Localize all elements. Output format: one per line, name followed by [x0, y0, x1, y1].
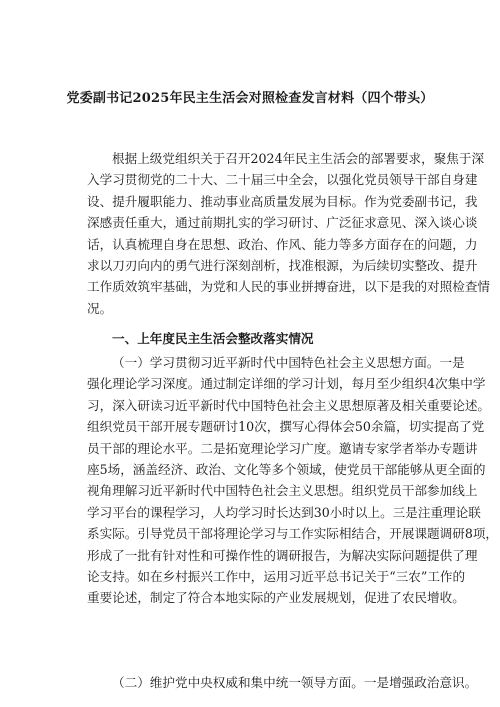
- text-line: 习，深入研读习近平新时代中国特色社会主义思想原著及相关重要论述。: [87, 397, 490, 413]
- text-line: （一）学习贯彻习近平新时代中国特色社会主义思想方面。一是: [112, 355, 465, 370]
- text-line: 强化理论学习深度。通过制定详细的学习计划，每月至少组织4次集中学: [87, 376, 486, 392]
- text-line: 座5场，涵盖经济、政治、文化等多个领域，使党员干部能够从更全面的: [87, 462, 486, 478]
- text-line: 求以刀刃向内的勇气进行深刻剖析，找准根源，为后续切实整改、提升: [87, 258, 478, 274]
- paragraph-2: [87, 672, 478, 693]
- text-line: 深感责任重大，通过前期扎实的学习研讨、广泛征求意见、深入谈心谈: [87, 215, 478, 231]
- text-line: 况。: [87, 300, 113, 316]
- text-line: 学习平台的课程学习，人均学习时长达到30小时以上。三是注重理论联: [87, 504, 481, 520]
- document-title: 党委副书记2025年民主生活会对照检查发言材料（四个带头）: [66, 91, 434, 106]
- paragraph-1: [87, 352, 499, 609]
- text-line: 根据上级党组织关于召开2024年民主生活会的部署要求，聚焦于深: [112, 151, 485, 166]
- text-line: 重要论述，制定了符合本地实际的产业发展规划，促进了农民增收。: [87, 590, 465, 606]
- text-line: 形成了一批有针对性和可操作性的调研报告，为解决实际问题提供了理: [87, 547, 478, 563]
- text-line: 话，认真梳理自身在思想、政治、作风、能力等多方面存在的问题，力: [87, 236, 478, 252]
- text-line: 论支持。如在乡村振兴工作中，运用习近平总书记关于“三农”工作的: [87, 569, 466, 585]
- text-line: 员干部的理论水平。二是拓宽理论学习广度。邀请专家学者举办专题讲: [87, 440, 478, 456]
- text-line: 组织党员干部开展专题研讨10次，撰写心得体会50余篇，切实提高了党: [87, 419, 485, 435]
- section-heading-1: 一、上年度民主生活会整改落实情况: [112, 331, 314, 346]
- text-line: 系实际。引导党员干部将理论学习与工作实际相结合，开展课题调研8项，: [87, 526, 499, 542]
- intro-paragraph: [87, 148, 490, 319]
- text-line: （二）维护党中央权威和集中统一领导方面。一是增强政治意识。: [112, 675, 478, 690]
- text-line: 工作质效筑牢基础，为党和人民的事业拼搏奋进，以下是我的对照检查情: [87, 279, 490, 295]
- text-line: 入学习贯彻党的二十大、二十届三中全会，以强化党员领导干部自身建: [87, 172, 478, 188]
- text-line: 设、提升履职能力、推动事业高质量发展为目标。作为党委副书记，我: [87, 193, 478, 209]
- text-line: 视角理解习近平新时代中国特色社会主义思想。组织党员干部参加线上: [87, 483, 478, 499]
